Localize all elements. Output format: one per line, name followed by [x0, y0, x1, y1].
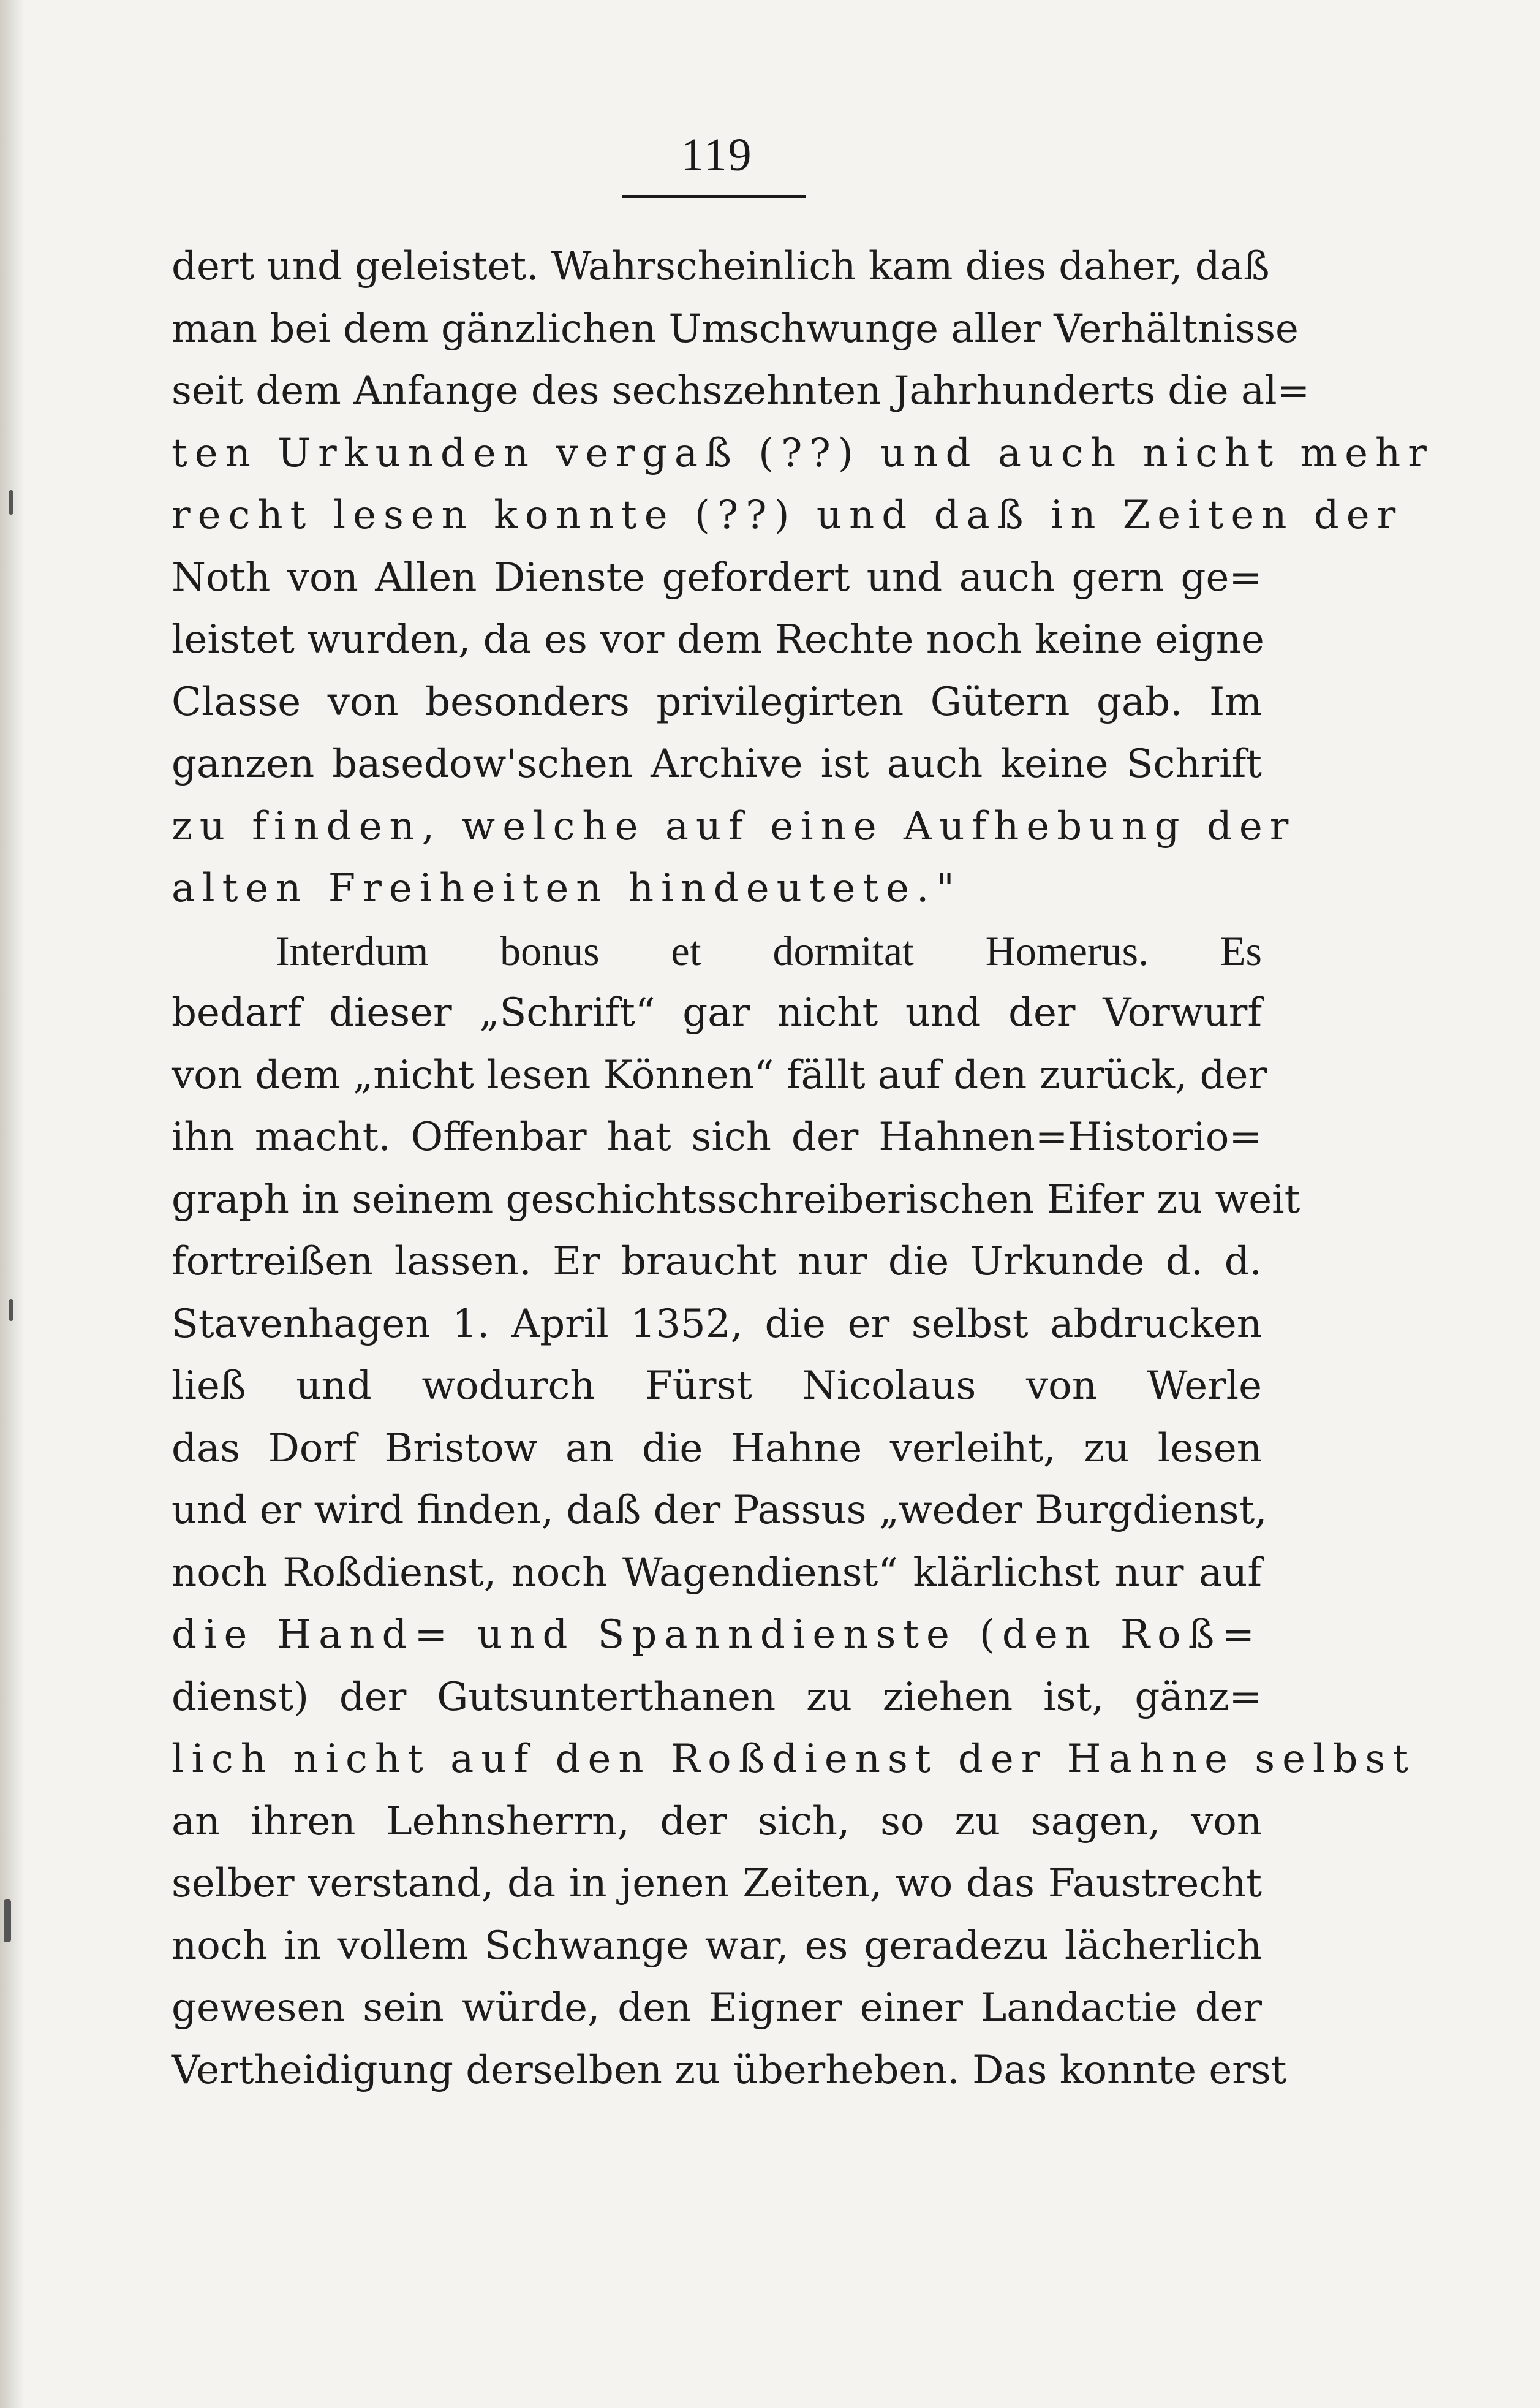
text-line: dert und geleistet. Wahrscheinlich kam dies daher, daß — [172, 244, 1270, 289]
margin-mark — [9, 490, 13, 515]
text-line: fortreißen lassen. Er braucht nur die Urkunde d. d. — [172, 1239, 1262, 1284]
text-line: das Dorf Bristow an die Hahne verleiht, zu lesen — [172, 1425, 1262, 1471]
text-line: lich nicht auf den Roßdienst der Hahne selbst — [172, 1736, 1416, 1782]
text-line: alten Freiheiten hindeutete." — [172, 866, 962, 911]
text-line: Noth von Allen Dienste gefordert und auch gern ge= — [172, 555, 1262, 600]
text-line: seit dem Anfange des sechszehnten Jahrhunderts die al= — [172, 368, 1310, 414]
text-line: an ihren Lehnsherrn, der sich, so zu sagen, von — [172, 1798, 1262, 1844]
text-line: ten Urkunden vergaß (??) und auch nicht mehr — [172, 430, 1434, 476]
text-line: man bei dem gänzlichen Umschwunge aller Verhältnisse — [172, 306, 1299, 352]
body-text — [172, 236, 1434, 2102]
text-line: bedarf dieser „Schrift“ gar nicht und der Vorwurf — [172, 990, 1262, 1036]
text-line: von dem „nicht lesen Können“ fällt auf den zurück, der — [172, 1052, 1267, 1098]
text-line: graph in seinem geschichtsschreiberischen Eifer zu weit — [172, 1176, 1300, 1222]
text-line: selber verstand, da in jenen Zeiten, wo das Faustrecht — [172, 1861, 1262, 1906]
text-line: gewesen sein würde, den Eigner einer Landactie der — [172, 1985, 1262, 2031]
text-line: Vertheidigung derselben zu überheben. Das konnte erst — [172, 2047, 1287, 2093]
margin-mark — [9, 1299, 13, 1321]
page-number: 119 — [681, 129, 753, 181]
text-line: ließ und wodurch Fürst Nicolaus von Werle — [172, 1363, 1262, 1409]
page-number-rule — [622, 195, 806, 198]
text-line: ihn macht. Offenbar hat sich der Hahnen=Historio= — [172, 1115, 1262, 1160]
text-line: Classe von besonders privilegirten Gütern gab. Im — [172, 679, 1262, 725]
text-line: Stavenhagen 1. April 1352, die er selbst abdrucken — [172, 1301, 1262, 1347]
text-line: ganzen basedow'schen Archive ist auch keine Schrift — [172, 741, 1262, 787]
text-line: recht lesen konnte (??) und daß in Zeiten der — [172, 493, 1403, 538]
text-line: leistet wurden, da es vor dem Rechte noch keine eigne — [172, 617, 1264, 662]
text-line: und er wird finden, daß der Passus „weder Burgdienst, — [172, 1488, 1267, 1533]
margin-mark — [4, 1899, 11, 1942]
text-line: die Hand= und Spanndienste (den Roß= — [172, 1612, 1262, 1657]
page-gutter-shadow — [0, 0, 25, 2408]
text-line: Interdum bonus et dormitat Homerus. Es — [276, 927, 1262, 974]
text-line: dienst) der Gutsunterthanen zu ziehen ist, gänz= — [172, 1674, 1262, 1720]
text-line: zu finden, welche auf eine Aufhebung der — [172, 803, 1296, 849]
text-line: noch in vollem Schwange war, es geradezu lächerlich — [172, 1923, 1262, 1969]
text-line: noch Roßdienst, noch Wagendienst“ klärlichst nur auf — [172, 1550, 1262, 1596]
